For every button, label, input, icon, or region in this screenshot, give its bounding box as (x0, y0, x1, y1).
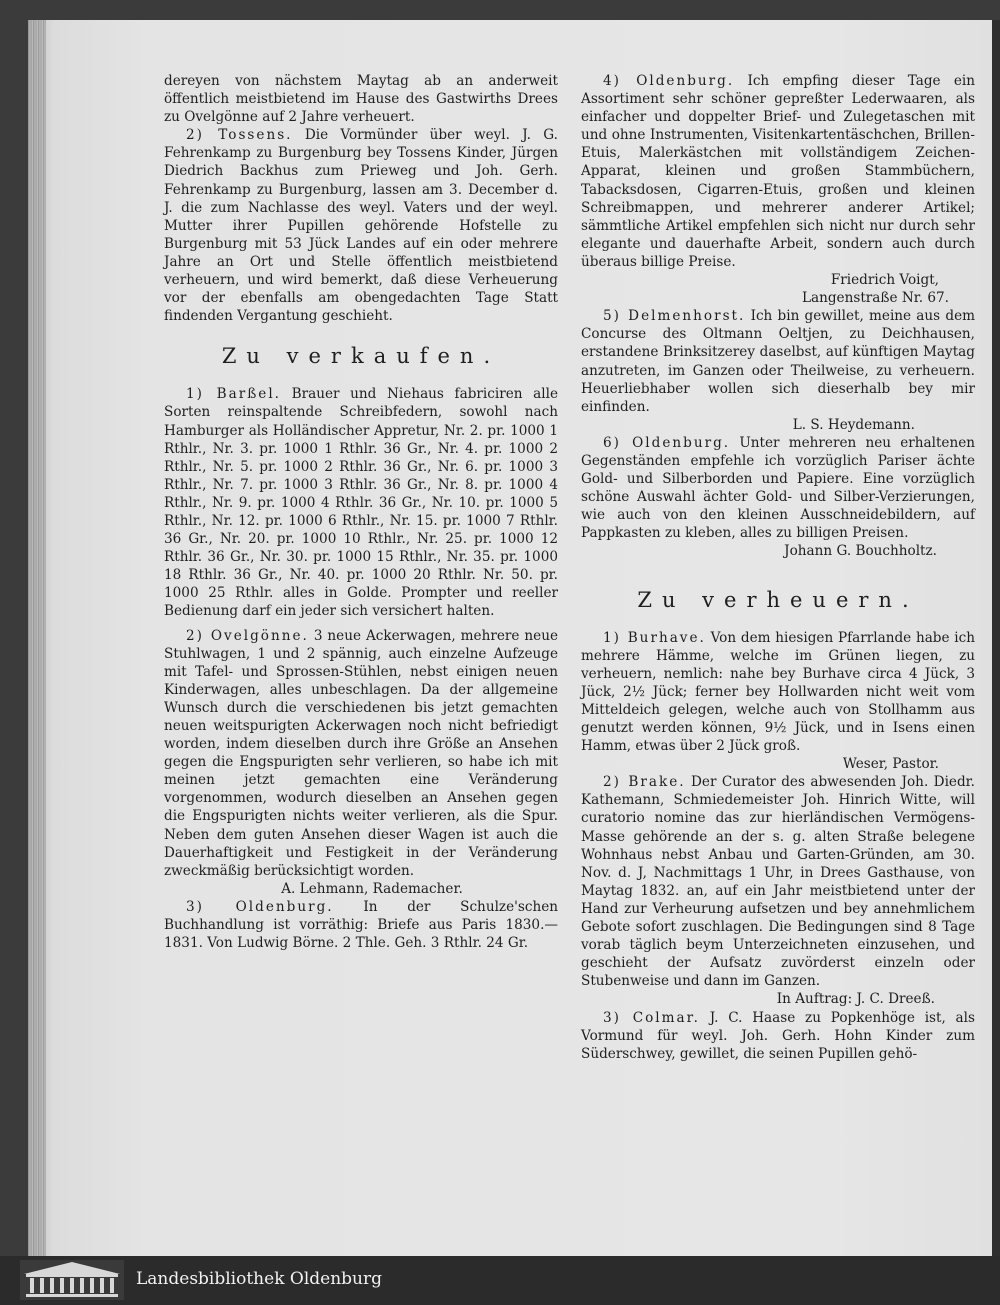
notice-body: Von dem hiesigen Pfarrlande habe ich mehrere Hämme, welche im Grünen liegen, zu verheuern, nemlich: nahe bey Burhave circa 4 Jück, 3 Jück, 2½ Jück; ferner bey Hollwarden nicht weit vom Mitteldeich gelegen, welche auch von Stollhamm aus genutzt werden können, 9½ Jück, und in Isens einen Hamm, etwas über 2 Jück groß. (581, 629, 976, 755)
section-heading-zu-verheuern: Zu verheuern. (637, 587, 919, 612)
notice-signature: Friedrich Voigt, (830, 272, 939, 289)
notice-colmar (581, 1009, 975, 1063)
notice-body: 3 neue Ackerwagen, mehrere neue Stuhlwagen, 1 und 2 spännig, auch einzelne Aufzeuge mit Tafel- und Sprossen-Stühlen, nebst einigen neuen Kinderwagen, alles unbeschlagen. Da der allgemeine Wunsch durch die verschiedenen bis jetzt gemachten neuen weitspurigten Ackerwagen noch nicht befriedigt worden, indem dieselben durch ihre Größe an Ansehen gegen die Engspurigten sehr verlieren, so habe ich mit meinen jetzt gemachten eine Veränderung vorgenommen, wodurch dieselben an Ansehen gegen die Engspurigten nichts weiter verlieren, als die Spur. Neben dem guten Ansehen dieser Wagen ist auch die Dauerhaftigkeit und Festigkeit in der Veränderung zweckmäßig berücksichtigt worden. (164, 627, 558, 879)
notice-tossens (164, 126, 558, 325)
notice-body: Der Curator des abwesenden Joh. Diedr. Kathemann, Schmiedemeister Joh. Hinrich Witte, will curatorio nomine das zur hierländischen Vermögens-Masse gehörende an der s. g. alten Straße belegene Wohnhaus nebst Anbau und Garten-Gründen, am 30. Nov. d. J, Nachmittags 1 Uhr, in Drees Gasthause, von Maytag 1832. an, auf ein Jahr meistbietend unter der Hand zur Verheurung aufsetzen und bey annehmlichem Gebote sofort zuschlagen. Die Bedingungen sind 8 Tage vorab täglich beym Unterzeichneten einzusehen, und geschieht der Aufsatz zuvörderst einzeln oder Stubenweise und dann im Ganzen. (581, 774, 976, 990)
right-column (581, 72, 975, 1063)
notice-signature: Weser, Pastor. (842, 756, 939, 773)
notice-body: Brauer und Niehaus fabriciren alle Sorten reinspaltende Schreibfedern, sowohl nach Hamburger als Holländischer Appretur, Nr. 2. pr. 1000 1 Rthlr., Nr. 3. pr. 1000 1 Rthlr. 36 Gr., Nr. 4. pr. 1000 2 Rthlr., Nr. 5. pr. 1000 2 Rthlr. 36 Gr., Nr. 6. pr. 1000 3 Rthlr., Nr. 7. pr. 1000 3 Rthlr. 36 Gr., Nr. 8. pr. 1000 4 Rthlr., Nr. 9. pr. 1000 4 Rthlr. 36 Gr., Nr. 10. pr. 1000 5 Rthlr., Nr. 12. pr. 1000 6 Rthlr., Nr. 15. pr. 1000 7 Rthlr. 36 Gr., Nr. 20. pr. 1000 10 Rthlr., Nr. 25. pr. 1000 12 Rthlr. 36 Gr., Nr. 30. pr. 1000 15 Rthlr., Nr. 35. pr. 1000 18 Rthlr. 36 Gr., Nr. 40. pr. 1000 20 Rthlr. Nr. 50. pr. 1000 25 Rthlr. alles in Golde. Prompter und reeller Bedienung darf ein jeder sich versichert halten. (164, 386, 558, 620)
continuation-paragraph: dereyen von nächstem Maytag ab an anderweit öffentlich meistbietend im Hause des Gastwirths Drees zu Ovelgönne auf 2 Jahre verheuert. (164, 73, 558, 126)
library-name[interactable]: Landesbibliothek Oldenburg (136, 1269, 383, 1289)
notice-signature: L. S. Heydemann. (792, 416, 915, 433)
library-building-icon (20, 1260, 124, 1300)
section-heading-zu-verkaufen: Zu verkaufen. (221, 344, 501, 369)
notice-delmenhorst (581, 307, 975, 416)
footer-bar (0, 1256, 1000, 1305)
notice-body: Ich empfing dieser Tage ein Assortiment sehr schöner gepreßter Lederwaaren, als einfacher und doppelter Brief- und Zulegetaschen mit und ohne Instrumenten, Visitenkartentäschchen, Brillen-Etuis, Malerkästchen mit vollständigem Zeichen-Apparat, kleinen und großen Stammbüchern, Tabacksdosen, Cigarren-Etuis, großen und kleinen Schreibmappen, und mehrerer anderer Artikel; sämmtliche Artikel empfehlen sich nicht nur durch sehr elegante und dauerhafte Arbeit, sondern auch durch überaus billige Preise. (581, 73, 975, 270)
notice-body: Ich bin gewillet, meine aus dem Concurse des Oltmann Oeltjen, zu Deichhausen, erstandene Brinksitzerey daselbst, auf künftigen Maytag anzutreten, im Ganzen oder Theilweise, zu verheuern. Heuerliebhaber wollen sich dieserhalb bey mir einfinden. (581, 308, 975, 415)
notice-oldenburg-3 (164, 898, 558, 952)
notice-place: 2) Ovelgönne. (186, 627, 309, 644)
notice-address: Langenstraße Nr. 67. (801, 290, 949, 307)
notice-place: 1) Burhave. (603, 629, 706, 646)
notice-place: 3) Colmar. (603, 1009, 700, 1026)
notice-body: In der Schulze'schen Buchhandlung ist vorräthig: Briefe aus Paris 1830.—1831. Von Ludwig Börne. 2 Thle. Geh. 3 Rthlr. 24 Gr. (164, 898, 559, 952)
notice-ovelgoenne (164, 627, 558, 880)
book-page-edges (28, 20, 46, 1256)
notice-signature: Johann G. Bouchholtz. (784, 543, 937, 560)
notice-place: 3) Oldenburg. (186, 898, 334, 915)
notice-place: 5) Delmenhorst. (603, 308, 746, 325)
notice-oldenburg-4 (581, 72, 975, 271)
left-column (164, 72, 558, 952)
scan-right-edge (992, 20, 1000, 1256)
notice-brake (581, 773, 975, 990)
notice-body: Die Vormünder über weyl. J. G. Fehrenkamp zu Burgenburg bey Tossens Kinder, Jürgen Diedrich Backhus zum Prieweg und Joh. Gerh. Fehrenkamp zu Burgenburg, lassen am 3. December d. J. die zum Nachlasse des weyl. Vaters und der weyl. Mutter ihrer Pupillen gehörende Hofstelle zu Burgenburg mit 53 Jück Landes auf ein oder mehrere Jahre an Ort und Stelle öffentlich meistbietend verheuern, und wird bemerkt, daß diese Verheuerung vor der ebenfalls am obengedachten Tage Statt findenden Vergantung geschieht. (164, 127, 558, 325)
notice-place: 1) Barßel. (186, 386, 281, 403)
notice-place: 6) Oldenburg. (603, 434, 731, 451)
notice-signature: A. Lehmann, Rademacher. (281, 880, 463, 897)
notice-place: 2) Brake. (603, 774, 686, 791)
notice-body: J. C. Haase zu Popkenhöge ist, als Vormund für weyl. Joh. Gerh. Hohn Kinder zum Süderschwey, gewillet, die seinen Pupillen gehö- (581, 1009, 975, 1062)
notice-place: 2) Tossens. (186, 127, 293, 144)
notice-barssel (164, 385, 558, 620)
notice-place: 4) Oldenburg. (603, 73, 735, 89)
notice-oldenburg-6 (581, 434, 975, 543)
notice-burhave (581, 629, 975, 756)
notice-body: Unter mehreren neu erhaltenen Gegenständen empfehle ich vorzüglich Pariser ächte Gold- und Silberborden und Papiere. Eine vorzüglich schöne Auswahl ächter Gold- und Silber-Verzierungen, wie auch von den kleinen Ausschneidebildern, auf Pappkasten zu kleben, alles zu billigen Preisen. (581, 434, 976, 542)
notice-signature: In Auftrag: J. C. Dreeß. (776, 991, 935, 1008)
